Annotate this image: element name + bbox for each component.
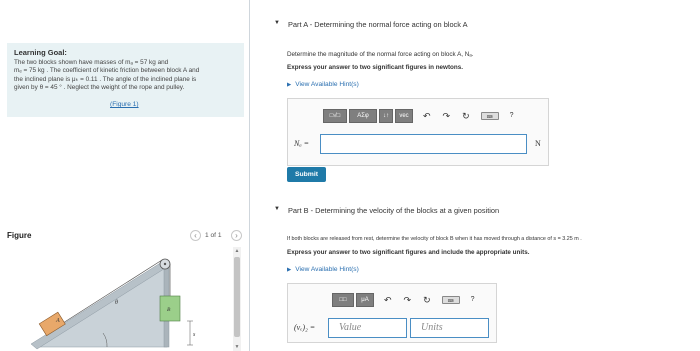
scroll-down-icon[interactable]: ▼ (234, 344, 240, 350)
submit-button[interactable]: Submit (287, 167, 326, 182)
part-b-collapse-icon[interactable]: ▼ (274, 206, 280, 212)
figure-link[interactable]: (Figure 1) (110, 101, 139, 108)
chevron-right-icon[interactable]: › (231, 230, 242, 241)
undo-icon[interactable]: ↶ (423, 110, 431, 121)
learning-goal-title: Learning Goal: (14, 48, 67, 57)
s-label: s (193, 332, 196, 338)
part-b-instruction: Express your answer to two significant figures and include the appropriate units. (287, 249, 530, 256)
velocity-value-input[interactable]: Value (328, 318, 407, 338)
part-b-header[interactable]: Part B - Determining the velocity of the blocks at a given position (288, 206, 500, 215)
learning-goal-line-2: mₑ = 75 kg . The coefficient of kinetic friction between block A and (14, 67, 200, 75)
reset-icon[interactable]: ↻ (462, 110, 470, 121)
caret-right-icon: ▶ (287, 267, 292, 273)
vector-button[interactable]: vec (395, 109, 413, 123)
part-b-question: If both blocks are released from rest, determine the velocity of block B when it has moved through a distance of s = 3.25 m . (287, 236, 582, 242)
velocity-units-input[interactable]: Units (410, 318, 489, 338)
redo-icon[interactable]: ↷ (403, 294, 412, 305)
incline-pulley-diagram (7, 247, 232, 351)
normal-force-input[interactable] (320, 134, 527, 154)
template-button[interactable]: □□ (332, 293, 354, 307)
figure-image (7, 247, 232, 351)
part-b-hint-link[interactable] (287, 266, 359, 273)
redo-icon[interactable]: ↷ (442, 110, 451, 121)
scroll-up-icon[interactable]: ▲ (234, 248, 240, 254)
scroll-thumb[interactable] (234, 257, 240, 337)
block-b-label: B (167, 307, 171, 313)
figure-scrollbar[interactable] (233, 247, 241, 351)
part-b-toolbar (332, 292, 481, 307)
reset-icon[interactable]: ↻ (423, 294, 431, 305)
help-icon[interactable]: ? (470, 295, 475, 303)
part-a-question: Determine the magnitude of the normal force acting on block A, Nₐ. (287, 51, 474, 58)
part-a-hint-label: View Available Hint(s) (295, 81, 359, 88)
part-a-collapse-icon[interactable]: ▼ (274, 20, 280, 26)
learning-goal-line-3: the inclined plane is μₖ = 0.11 . The angle of the inclined plane is (14, 75, 197, 83)
undo-icon[interactable]: ↶ (384, 294, 392, 305)
part-a-header[interactable]: Part A - Determining the normal force acting on block A (288, 20, 468, 29)
keyboard-icon[interactable]: ⌨ (481, 112, 499, 120)
part-a-toolbar (323, 108, 520, 123)
part-a-unit-label: N (535, 139, 541, 148)
template-button[interactable]: □√□ (323, 109, 347, 123)
part-a-instruction: Express your answer to two significant figures in newtons. (287, 64, 463, 71)
symbols-button[interactable]: AΣφ (349, 109, 377, 123)
arrows-button[interactable]: ↓↑ (379, 109, 393, 123)
theta-label: θ (115, 300, 118, 306)
block-a-label: A (56, 318, 60, 324)
part-b-variable-label: (vₑ)₂ = (294, 323, 316, 332)
figure-title: Figure (7, 231, 32, 240)
pulley-axle (164, 263, 166, 265)
left-panel (0, 0, 250, 351)
caret-right-icon: ▶ (287, 82, 292, 88)
help-icon[interactable]: ? (509, 111, 514, 119)
chevron-left-icon[interactable]: ‹ (190, 230, 201, 241)
units-button[interactable]: μA (356, 293, 374, 307)
keyboard-icon[interactable]: ⌨ (442, 296, 460, 304)
learning-goal-line-4: given by θ = 45 ° . Neglect the weight of the rope and pulley. (14, 84, 185, 92)
part-a-variable-label: Nₐ = (294, 139, 310, 148)
part-b-hint-label: View Available Hint(s) (295, 266, 359, 273)
part-a-hint-link[interactable] (287, 81, 359, 88)
learning-goal-line-1: The two blocks shown have masses of mₐ = 57 kg and (14, 58, 169, 66)
figure-pager-text: 1 of 1 (205, 232, 222, 239)
figure-header (7, 231, 244, 245)
